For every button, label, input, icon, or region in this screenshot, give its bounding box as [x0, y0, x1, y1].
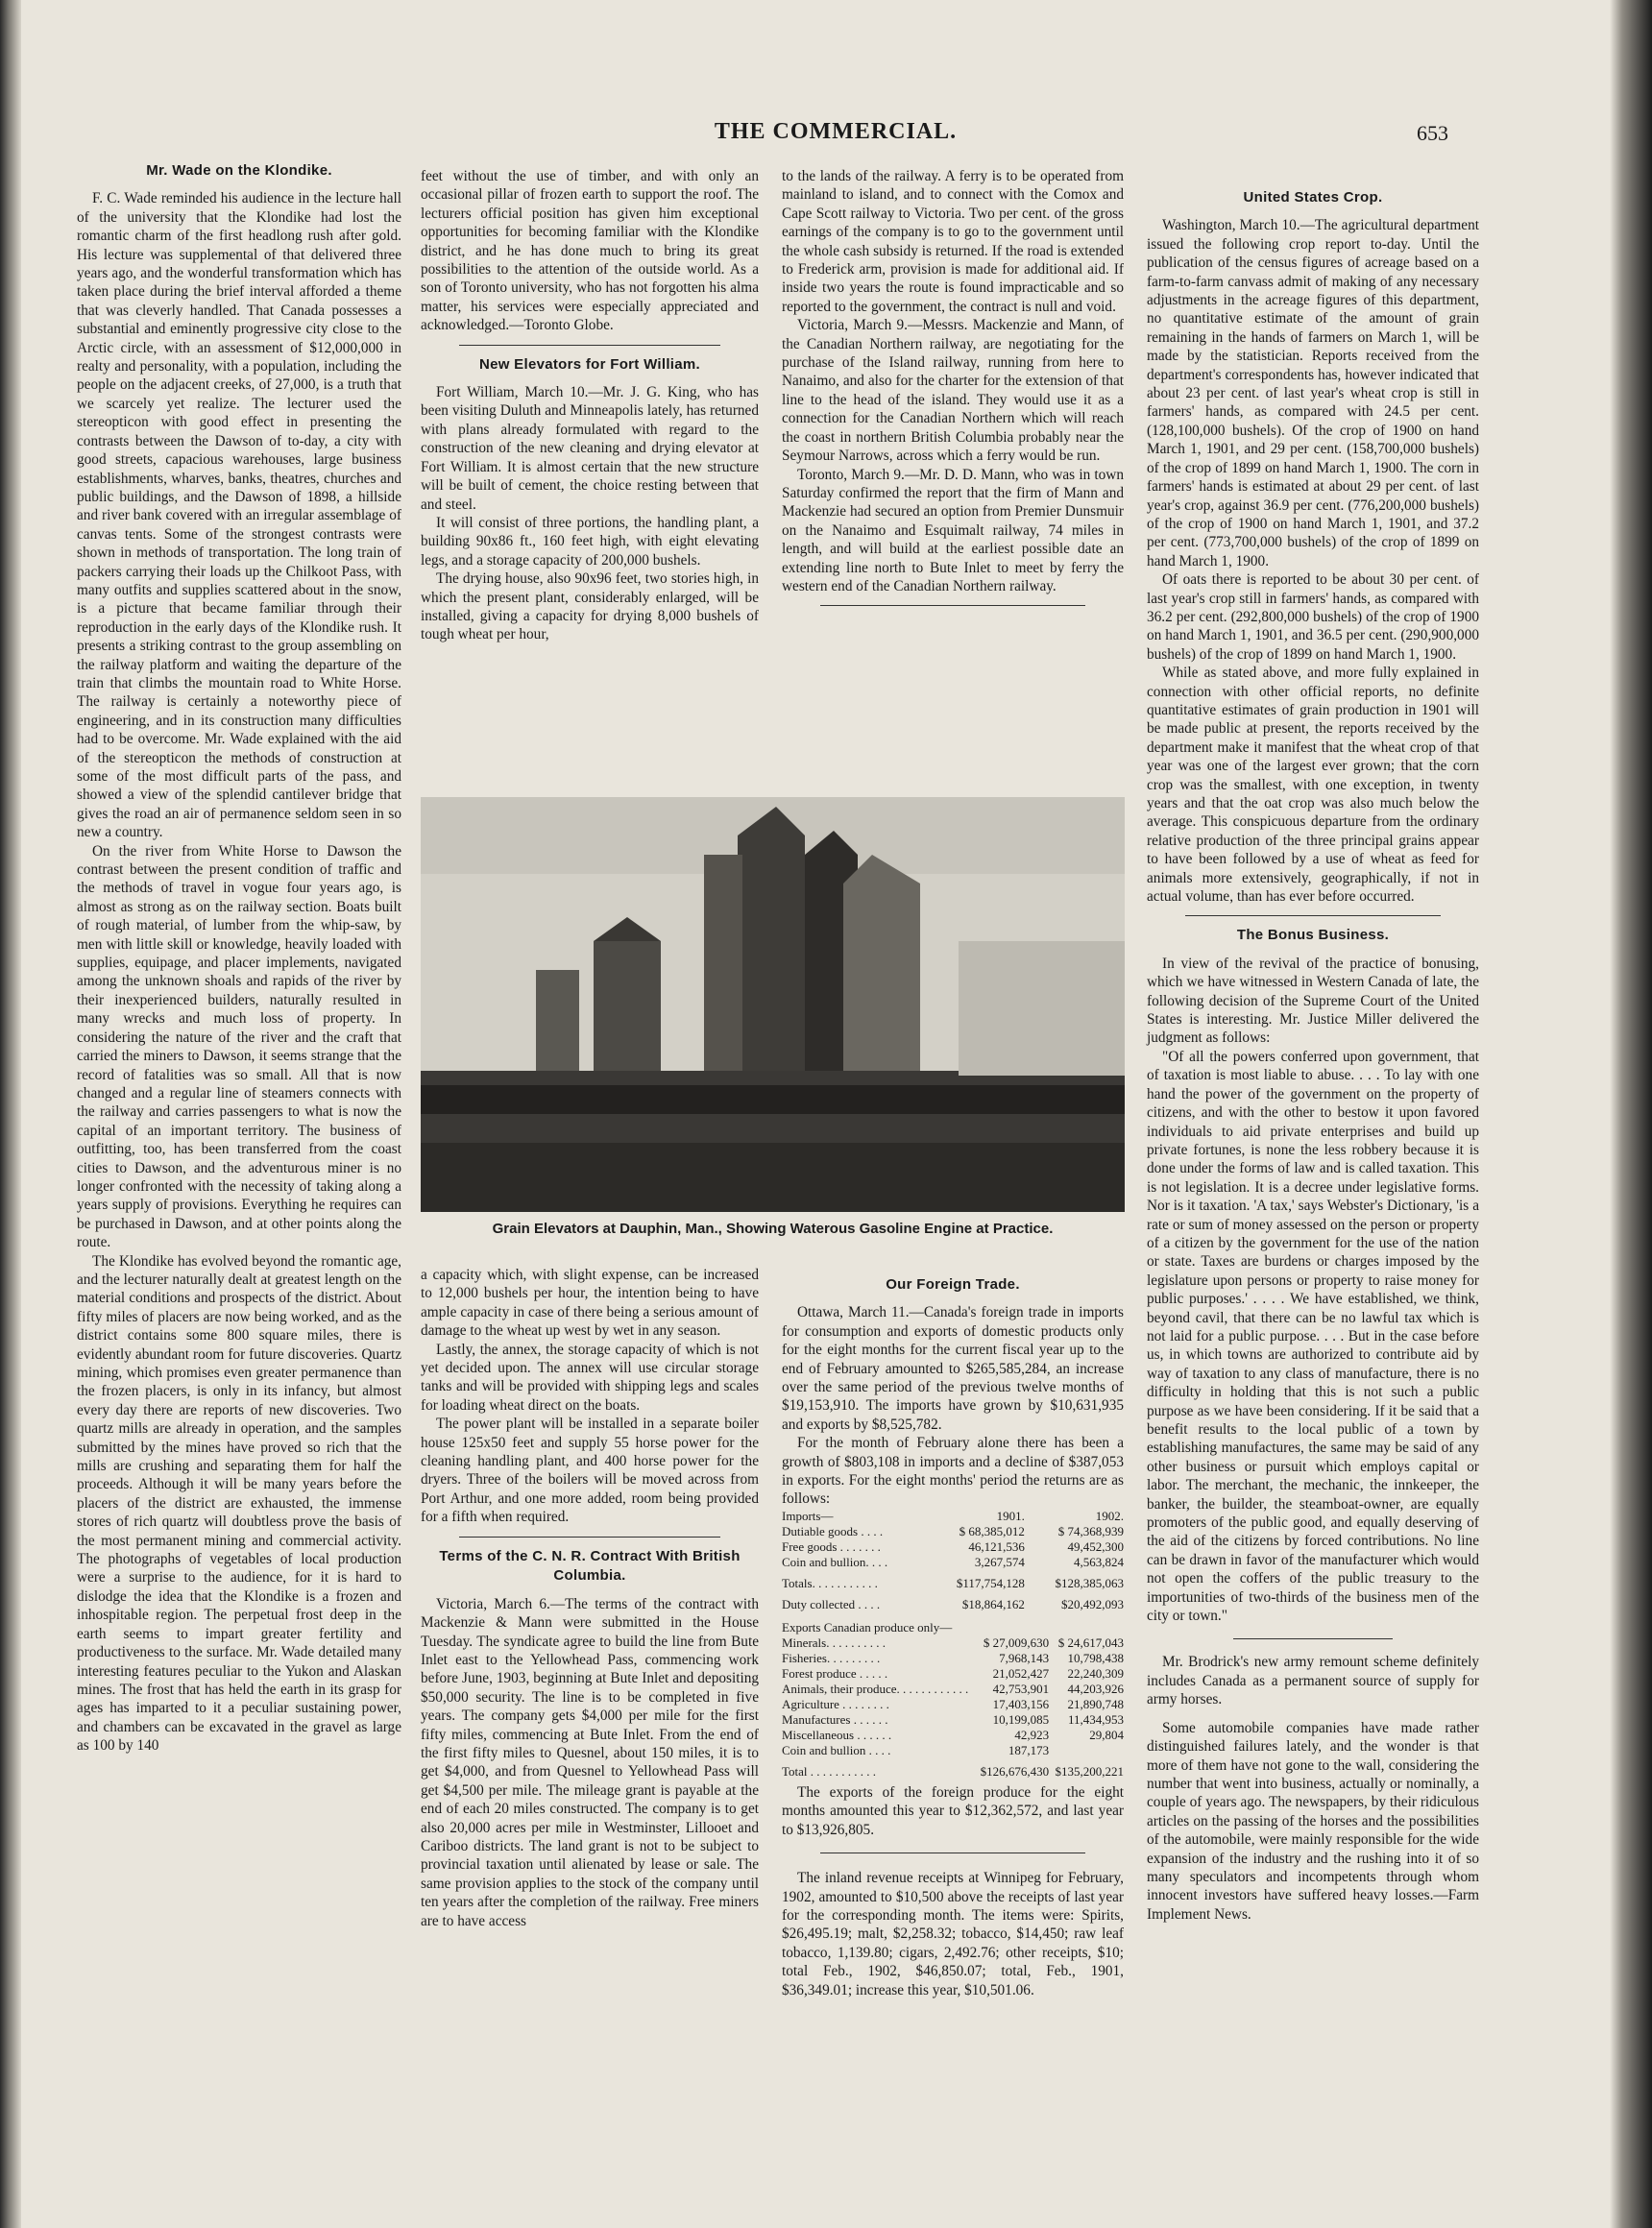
- paragraph: Victoria, March 9.—Messrs. Mackenzie and Mann, of the Canadian Northern railway, are negotiating for the purchase of the Island railway, running from here to Nanaimo, and also for the charter for the extension of that line to the head of the island. They would use it as a connection for the Canadian Northern which will reach the coast in northern British Columbia probably near the Seymour Narrows, across which a ferry would be run.: [782, 317, 1124, 465]
- paragraph: feet without the use of timber, and with only an occasional pillar of frozen earth to support the roof. The lecturers official position has given him exceptional opportunities for becoming familiar with the Klondike district, and he has done much to bring its great possibilities to the attention of the outside world. As a son of Toronto university, who has not forgotten his alma matter, his services were especially appreciated and acknowledged.—Toronto Globe.: [421, 168, 759, 334]
- exports-table: [782, 1620, 1124, 1780]
- paragraph: "Of all the powers conferred upon government, that of taxation is most liable to abuse. . . . To lay with one hand the power of the government on the property of citizens, and with the other to bestow it upon favored individuals to aid private enterprises and build up private fortunes, is none the less robbery because it is done under the forms of law and is called taxation. This is not legislation. It is a decree under legislative forms. Nor is it taxation. 'A tax,' says Webster's Dictionary, 'is a rate or sum of money assessed on the person or property of a citizen by the government for the use of the nation or state. Taxes are burdens or charges imposed by the legislature upon persons or property to raise money for public purposes.' . . . . We have established, we think, beyond cavil, that there can be no lawful tax which is not laid for a public purpose. . . . But in the case before us, in which towns are authorized to contribute aid by way of taxation to any class of manufacture, there is no difficulty in holding that this is not such a public purpose as we have been considering. If it be said that a benefit results to the local public of a town by establishing manufactures, the same may be said of any other business or pursuit which employs capital or labor. The merchant, the mechanic, the innkeeper, the banker, the builder, the steamboat-owner, are equally promoters of the public good, and equally deserving of the aid of the citizens by forced contributions. No line can be drawn in favor of the manufacturer which would not open the coffers of the public treasury to the importunities of two-thirds of the business men of the city or town.": [1147, 1048, 1479, 1625]
- paragraph: The Klondike has evolved beyond the romantic age, and the lecturer naturally dealt at greatest length on the material conditions and prospects of the district. About fifty miles of placers are now being worked, and as the district contains some 800 square miles, there is evidently abundant room for future discoveries. Quartz mining, which promises even greater permanence than the frozen placers, is only in its infancy, but almost every day there are reports of new discoveries. Two quartz mills are already in operation, and the samples submitted by the mines have proved so rich that the mills are crushing and separating them for half the proceeds. Although it will be many years before the placers of the district are exhausted, the immense stores of rich quartz will doubtless prove the basis of the most permanent mining and commercial activity. The photographs of vegetables of local production were a surprise to the audience, for it is hard to dislodge the idea that the Klondike is a frozen and inhospitable region. The perpetual frost deep in the earth seems to impart greater fertility and productiveness to the surface. Mr. Wade detailed many interesting features peculiar to the Yukon and Alaskan mines. The frost that has held the earth in its grasp for ages has imparted to it a peculiar sustaining power, and chambers can be excavated in the gravel as large as 100 by 140: [77, 1252, 401, 1755]
- masthead: THE COMMERCIAL.: [714, 119, 958, 144]
- table-row: Dutiable goods . . . . $ 68,385,012 $ 74,368,939: [782, 1523, 1124, 1538]
- article-heading-cnr: Terms of the C. N. R. Contract With British Columbia.: [439, 1547, 741, 1584]
- page-binding-edge-left: [0, 0, 21, 2228]
- table-row: Coin and bullion. . . . 3,267,574 4,563,824: [782, 1554, 1124, 1569]
- article-heading-elevators: New Elevators for Fort William.: [478, 355, 701, 373]
- table-row: Fisheries. . . . . . . . . 7,968,143 10,798,438: [782, 1650, 1124, 1665]
- paragraph: The inland revenue receipts at Winnipeg for February, 1902, amounted to $10,500 above the receipts of last year for the corresponding month. The items were: Spirits, $26,495.19; malt, $2,258.32; tobacco, $14,450; raw leaf tobacco, 1,139.80; cigars, 2,492.76; other receipts, $10; total Feb., 1902, $46,850.07; total, Feb., 1901, $36,349.01; increase this year, $10,501.06.: [782, 1870, 1124, 1998]
- paragraph: It will consist of three portions, the handling plant, a building 90x86 ft., 160 feet high, with eight elevating legs, and a storage capacity of 200,000 bushels.: [421, 514, 759, 569]
- paragraph: Fort William, March 10.—Mr. J. G. King, who has been visiting Duluth and Minneapolis lately, has returned with plans already formulated with regard to the construction of the new cleaning and drying elevator at Fort William. It is almost certain that the new structure will be built of cement, the choice resting between that and steel.: [421, 384, 759, 513]
- paragraph: Of oats there is reported to be about 30 per cent. of last year's crop still in farmers' hands, as compared with 36.2 per cent. (292,800,000 bushels) of the crop of 1900 on hand March 1, 1901, and 36.5 per cent. (290,900,000 bushels) of the crop of 1899 on hand March 1, 1900.: [1147, 571, 1479, 663]
- photo-caption: Grain Elevators at Dauphin, Man., Showing Waterous Gasoline Engine at Practice.: [492, 1221, 1054, 1237]
- paragraph: On the river from White Horse to Dawson the contrast between the present condition of traffic and the methods of travel in vogue four years ago, is almost as strong as on the railway section. Boats built of rough material, of lumber from the whip-saw, by men with little skill or knowledge, heavily loaded with supplies, equipage, and placer implements, navigated among the unknown shoals and rapids of the river by their inexperienced builders, naturally resulted in many wrecks and much loss of property. In considering the nature of the river and the craft that carried the miners to Dawson, it seems strange that the record of fatalities was so small. All that is now changed and a regular line of steamers connects with the railway and carries passengers to what is now the capital of an important territory. The business of outfitting, too, has been transferred from the coast cities to Dawson, and the adventurous miner is no longer confronted with the necessity of taking along a years supply of provisions. Everything he requires can be purchased in Dawson, and at other points along the route.: [77, 842, 401, 1251]
- paragraph: In view of the revival of the practice of bonusing, which we have witnessed in Western Canada of late, the following decision of the Supreme Court of the United States is interesting. Mr. Justice Miller delivered the judgment as follows:: [1147, 955, 1479, 1047]
- column-3-bottom: [782, 1266, 1124, 2216]
- table-row: Minerals. . . . . . . . . . $ 27,009,630 $ 24,617,043: [782, 1635, 1124, 1650]
- column-2-top: [421, 167, 759, 782]
- section-divider: [459, 1537, 720, 1538]
- paragraph: to the lands of the railway. A ferry is to be operated from mainland to island, and to connect with the Comox and Cape Scott railway to Victoria. Two per cent. of the gross earnings of the company is to go to the government until the whole cash subsidy is returned. If the road is extended to Frederick arm, provision is made for additional aid. If inside two years the route is found impracticable and so reported to the government, the contract is null and void.: [782, 168, 1124, 315]
- paragraph: Lastly, the annex, the storage capacity of which is not yet decided upon. The annex will use circular storage tanks and will be provided with shipping legs and scales for loading wheat direct on the boats.: [421, 1341, 759, 1414]
- section-divider: [459, 345, 720, 346]
- article-heading-wade: Mr. Wade on the Klondike.: [146, 162, 332, 179]
- article-heading-bonus: The Bonus Business.: [1236, 927, 1390, 944]
- table-row: Agriculture . . . . . . . . 17,403,156 21,890,748: [782, 1696, 1124, 1711]
- paragraph: The drying house, also 90x96 feet, two stories high, in which the present plant, considerably enlarged, will be installed, giving a capacity for drying 8,000 bushels of tough wheat per hour,: [421, 570, 759, 643]
- article-heading-us-crop: United States Crop.: [1243, 189, 1383, 206]
- table-row: Miscellaneous . . . . . . 42,923 29,804: [782, 1727, 1124, 1742]
- paragraph: While as stated above, and more fully explained in connection with other official reports, no definite quantitative estimates of grain production in 1901 will be made public at present, the reports received by the department make it manifest that the wheat crop of that year was one of the largest ever grown; that the corn crop was the smallest, with one exception, in twenty years and that the oat crop was also much below the average. This conspicuous departure from the ordinary relative production of the three principal grains appear to have been followed by a use of wheat as feed for animals more extensively, geographically, if not in actual volume, than has ever before occurred.: [1147, 665, 1479, 906]
- table-row: Coin and bullion . . . . 187,173: [782, 1742, 1050, 1757]
- article-heading-foreign-trade: Our Foreign Trade.: [886, 1276, 1020, 1293]
- table-header-row: Imports— 1901. 1902.: [782, 1508, 1124, 1523]
- newspaper-page: [29, 0, 1604, 2228]
- paragraph: Some automobile companies have made rather distinguished failures lately, and the wonder is that more of them have not gone to the wall, considering the number that went into business, actually or nominally, a couple of years ago. The newspapers, by their ridiculous articles on the passing of the horses and the possibilities of the automobile, were mainly responsible for the wide expansion of the industry and the rushing into it of so many speculators and incompetents through whom innocent investors have suffered heavy losses.—Farm Implement News.: [1147, 1719, 1479, 1923]
- section-divider: [820, 605, 1085, 606]
- paragraph: For the month of February alone there has been a growth of $803,108 in imports and a decline of $387,053 in exports. For the eight months' period the returns are as follows:: [782, 1435, 1124, 1508]
- paragraph: F. C. Wade reminded his audience in the lecture hall of the university that the Klondike had lost the romantic charm of the first headlong rush after gold. His lecture was supplemental of that delivered three years ago, and the wonderful transformation which has taken place during the brief interval afforded a theme that was cleverly handled. That Canada possesses a substantial and eminently progressive city close to the Arctic circle, with an assessment of $12,000,000 in realty and personality, with a population, including the people on the adjacent creeks, of 27,000, is a truth that we scarcely yet realize. The lecturer used the stereopticon with good effect in presenting the contrasts between the Dawson of to-day, a city with good streets, capacious warehouses, large business establishments, wharves, banks, theatres, churches and public buildings, and the Dawson of 1898, a hillside and river bank covered with an irregular assemblage of canvas tents. Some of the strongest contrasts were shown in methods of transportation. The long train of packers carrying their loads up the Chilkoot Pass, with many outfits and supplies scattered about in the snow, is a picture that became familiar through their reproduction in the early days of the Klondike rush. It presents a striking contrast to the group assembling on the railway platform and waiting the departure of the train that climbs the mountain road to White Horse. The railway is certainly a noteworthy piece of engineering, and in its construction many difficulties had to be overcome. Mr. Wade explained with the aid of the stereopticon the methods of construction at some of the most difficult parts of the pass, and showed a view of the splendid cantilever bridge that gives the road an air of permanence seldom seen in so new a country.: [77, 190, 401, 841]
- page-binding-edge-right: [1610, 0, 1652, 2228]
- imports-table: [782, 1509, 1124, 1612]
- grain-elevator-illustration: [421, 797, 1125, 1212]
- table-total-row: Totals. . . . . . . . . . . $117,754,128 $128,385,063: [782, 1575, 1124, 1590]
- table-row: Free goods . . . . . . . 46,121,536 49,452,300: [782, 1538, 1124, 1554]
- table-duty-row: Duty collected . . . . $18,864,162 $20,492,093: [782, 1596, 1124, 1611]
- paragraph: Mr. Brodrick's new army remount scheme definitely includes Canada as a permanent source of supply for army horses.: [1147, 1654, 1479, 1708]
- column-2-bottom: [421, 1266, 759, 2216]
- column-4: [1147, 179, 1479, 2215]
- grain-elevator-photo: [421, 797, 1125, 1212]
- paragraph: The exports of the foreign produce for the eight months amounted this year to $12,362,572, and last year to $13,926,805.: [782, 1783, 1124, 1838]
- table-row: Manufactures . . . . . . 10,199,085 11,434,953: [782, 1711, 1124, 1727]
- table-row: Animals, their produce. . . . . . . . . . . . 42,753,901 44,203,926: [782, 1681, 1124, 1696]
- paragraph: Ottawa, March 11.—Canada's foreign trade in imports for consumption and exports of domestic products only for the eight months for the current fiscal year up to the end of February amounted to $265,585,284, an increase over the same period of the previous twelve months of $19,153,910. The imports have grown by $10,631,935 and exports by $8,525,782.: [782, 1304, 1124, 1433]
- section-divider: [1233, 1638, 1393, 1639]
- paragraph: Victoria, March 6.—The terms of the contract with Mackenzie & Mann were submitted in the House Tuesday. The syndicate agree to build the line from Bute Inlet east to the Yellowhead Pass, commencing work before June, 1903, beginning at Bute Inlet and depositing $50,000 security. The line is to be completed in five years. The company gets $4,000 per mile for the first fifty miles, commencing at Bute Inlet. From the end of the first fifty miles to Quesnel, about 150 miles, it is to get $4,000, and from Quesnel to Yellowhead Pass will get $4,500 per mile. The mileage grant is payable at the end of each 20 miles constructed. The company is to get also 20,000 acres per mile in Westminster, Lillooet and Cariboo districts. The land grant is not to be subject to provincial taxation until alienated by lease or sale. The same provision applies to the stock of the company until ten years after the completion of the railway. Free miners are to have access: [421, 1595, 759, 1929]
- section-divider: [1185, 915, 1441, 916]
- page-number: 653: [1417, 121, 1448, 145]
- table-total-row: Total . . . . . . . . . . . $126,676,430 $135,200,221: [782, 1763, 1124, 1779]
- paragraph: Toronto, March 9.—Mr. D. D. Mann, who was in town Saturday confirmed the report that the firm of Mann and Mackenzie had secured an option from Premier Dunsmuir on the Nanaimo and Esquimalt railway, 74 miles in length, and will build at the earliest possible date an extending line north to Bute Inlet to meet by ferry the western end of the Canadian Northern railway.: [782, 466, 1124, 594]
- paragraph: The power plant will be installed in a separate boiler house 125x50 feet and supply 55 horse power for the cleaning handling plant, and 400 horse power for the dryers. Three of the boilers will be moved across from Port Arthur, and one more added, room being provided for a fifth when required.: [421, 1416, 759, 1526]
- column-3-top: [782, 167, 1124, 782]
- paragraph: a capacity which, with slight expense, can be increased to 12,000 bushels per hour, the intention being to have ample capacity in case of there being a serious amount of damage to the wheat up west by wet in any season.: [421, 1267, 759, 1340]
- paragraph: Washington, March 10.—The agricultural department issued the following crop report to-day. Until the publication of the census figures of acreage based on a farm-to-farm canvass admit of making of any necessary adjustments in the acreage figures of this department, no quantitative estimate of the amount of grain remaining in the hands of farmers on March 1, will be made by the statistician. Reports received from the department's correspondents has, however indicated that about 23 per cent. of last year's wheat crop is still in farmers' hands, as compared with 24.5 per cent. (128,100,000 bushels). Of the crop of 1900 on hand March 1, 1901, and 29 per cent. (158,700,000 bushels) of the crop of 1899 on hand March 1, 1900. The corn in farmers' hands is estimated at about 29 per cent. of last year's crop, against 36.9 per cent. (776,200,000 bushels) of the crop of 1900 on hand March 1, 1901, and 37.2 per cent. (773,700,000 bushels) of the crop of 1899 on hand March 1, 1900.: [1147, 217, 1479, 569]
- column-1: [77, 152, 401, 2216]
- table-header-row: Exports Canadian produce only—: [782, 1619, 953, 1635]
- table-row: Forest produce . . . . . 21,052,427 22,240,309: [782, 1665, 1124, 1681]
